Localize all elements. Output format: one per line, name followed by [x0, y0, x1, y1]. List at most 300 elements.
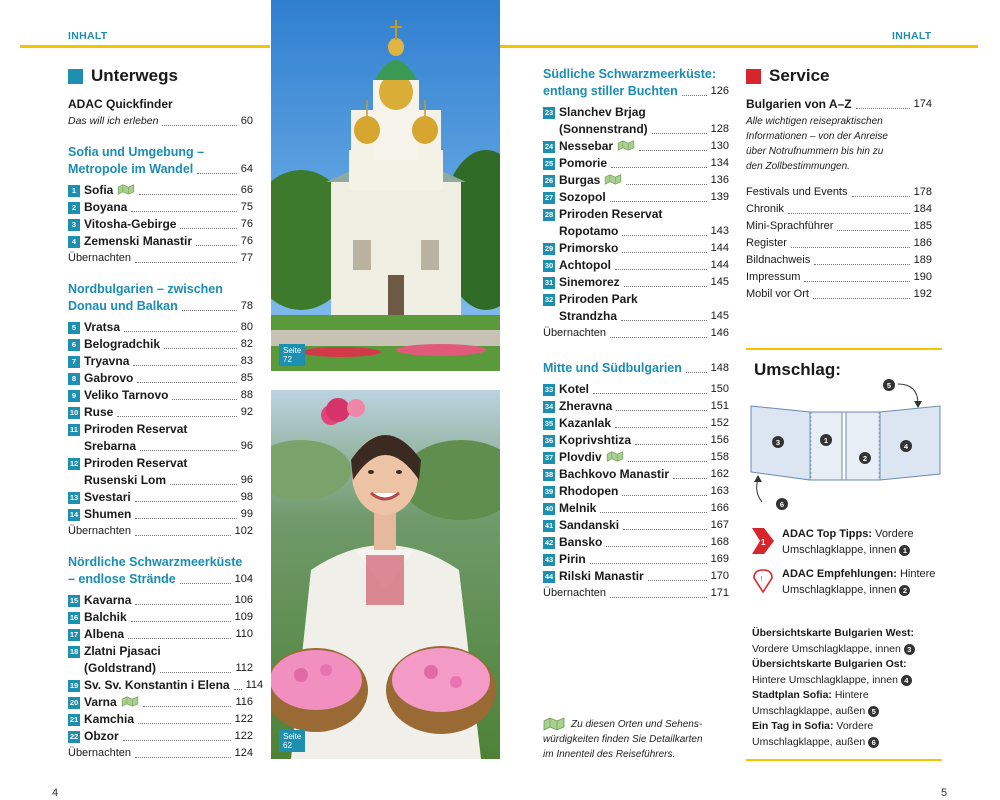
entry-page: 170: [710, 570, 729, 582]
toc-entry[interactable]: [543, 483, 729, 500]
cover-item-line2: [752, 673, 946, 689]
church-illustration: [271, 0, 500, 371]
service-entry[interactable]: [746, 235, 932, 252]
entry-number-badge: 6: [68, 339, 80, 351]
leader-dots: [814, 264, 909, 265]
toc-entry[interactable]: [68, 199, 253, 216]
entry-text: Sofia: [84, 183, 114, 197]
toc-group: [543, 360, 729, 602]
az-desc-line: Informationen – von der Anreise: [746, 131, 888, 142]
entry-label: [68, 489, 131, 506]
leader-dots: [626, 184, 706, 185]
entry-page: 130: [710, 140, 729, 152]
entry-text: Tryavna: [84, 354, 130, 368]
group-title: Donau und Balkan: [68, 299, 178, 313]
entry-number-badge: 24: [544, 142, 554, 151]
entry-number-badge: 26: [544, 176, 554, 185]
group-title: Nordbulgarien – zwischen: [68, 282, 223, 296]
leader-dots: [622, 252, 706, 253]
entry-number-badge: 9: [68, 390, 80, 402]
tip-rest: Hintere: [896, 568, 936, 580]
entry-number-badge: 29: [544, 244, 554, 253]
toc-entry[interactable]: [543, 551, 729, 568]
group-title: Nördliche Schwarzmeerküste: [68, 555, 243, 569]
entry-page: 145: [710, 276, 729, 288]
entry-text: Ruse: [84, 405, 114, 419]
entry-page: 139: [710, 191, 729, 203]
toc-entry[interactable]: [543, 189, 729, 206]
cover-item-location: Umschlagklappe, außen: [752, 704, 866, 717]
blue-square-icon: [68, 69, 83, 84]
leader-dots: [135, 604, 230, 605]
toc-entry[interactable]: [68, 592, 253, 609]
entry-page: 85: [240, 372, 253, 384]
stay-entry[interactable]: [68, 523, 253, 540]
toc-group: [68, 554, 264, 762]
cover-item-line1: [752, 688, 946, 704]
entry-page: 162: [710, 468, 729, 480]
toc-entry[interactable]: [543, 121, 729, 138]
toc-entry[interactable]: [543, 223, 729, 240]
service-entry-label: Mobil vor Ort: [746, 288, 809, 300]
toc-entry[interactable]: [68, 506, 253, 523]
entry-number-badge: 42: [544, 538, 554, 547]
entry-page: 143: [710, 225, 729, 237]
entry-page: 88: [240, 389, 253, 401]
leader-dots: [624, 286, 707, 287]
entry-page: 167: [710, 519, 729, 531]
entry-label: [68, 643, 161, 660]
entry-number-badge: 41: [544, 521, 554, 530]
entry-number-badge: 1: [68, 185, 80, 197]
service-column: [746, 66, 932, 303]
toc-entry[interactable]: [68, 609, 253, 626]
entry-text: (Sonnenstrand): [559, 122, 648, 136]
entry-label: [543, 291, 638, 308]
group-title-row: [543, 66, 729, 83]
leader-dots: [682, 95, 707, 96]
entry-text: Rilski Manastir: [559, 569, 644, 583]
entry-label: [68, 660, 156, 677]
recommendation-icon: [752, 566, 774, 596]
entry-label: [68, 404, 113, 421]
quickfinder-sub-page: 60: [240, 115, 253, 127]
unterwegs-heading: [68, 66, 253, 86]
entry-number-badge: 20: [69, 698, 79, 707]
quickfinder-title-row[interactable]: [68, 96, 253, 113]
leader-dots: [131, 211, 236, 212]
entry-page: 96: [240, 474, 253, 486]
leader-dots: [135, 262, 237, 263]
toc-entry[interactable]: [68, 660, 253, 677]
entry-number-badge: 44: [544, 572, 554, 581]
toc-entry[interactable]: [68, 370, 253, 387]
toc-entry[interactable]: [68, 319, 253, 336]
svg-text:1: 1: [761, 538, 766, 547]
toc-entry[interactable]: [68, 182, 253, 199]
entry-page: 98: [240, 491, 253, 503]
legend-line-1: Zu diesen Orten und Sehens-: [571, 719, 703, 730]
entry-label: [543, 568, 644, 585]
entry-text: Gabrovo: [84, 371, 134, 385]
entry-page: 150: [710, 383, 729, 395]
entry-text: Priroden Reservat: [84, 422, 188, 436]
entry-page: 96: [240, 440, 253, 452]
service-entry-label: Mini-Sprachführer: [746, 220, 834, 232]
entry-number-badge: 10: [69, 408, 79, 417]
entry-number-badge: 38: [544, 470, 554, 479]
entry-text: Pirin: [559, 552, 586, 566]
entry-label: [543, 155, 607, 172]
stay-page: 124: [234, 747, 253, 759]
toc-entry[interactable]: [543, 206, 729, 223]
toc-entry[interactable]: [68, 711, 253, 728]
entry-text: Balchik: [84, 610, 127, 624]
folded-map-icon: [617, 140, 635, 151]
cover-item-bold: Übersichtskarte Bulgarien West:: [752, 627, 915, 639]
photo-page-caption-top[interactable]: [279, 344, 305, 366]
entry-text: Zemenski Manastir: [84, 234, 193, 248]
entry-label: [68, 609, 127, 626]
leader-dots: [164, 348, 237, 349]
toc-entry[interactable]: [68, 694, 253, 711]
service-az-title: Bulgarien von A–Z: [746, 97, 852, 111]
entry-number-badge: 18: [69, 647, 79, 656]
top-tipp-arrow-icon: [752, 526, 774, 556]
toc-entry[interactable]: [68, 455, 253, 472]
group-title: Metropole im Wandel: [68, 162, 194, 176]
leader-dots: [135, 518, 236, 519]
stay-entry[interactable]: [543, 325, 729, 342]
leader-dots: [137, 382, 236, 383]
cover-item-rest: Hintere: [831, 689, 869, 701]
toc-entry[interactable]: [68, 216, 253, 233]
stay-label: Übernachten: [68, 525, 131, 537]
service-entry-label: Impressum: [746, 271, 801, 283]
middle-groups: [543, 66, 729, 602]
leader-dots: [124, 331, 237, 332]
toc-entry[interactable]: [543, 568, 729, 585]
entry-label: [68, 319, 120, 336]
toc-entry[interactable]: [543, 381, 729, 398]
cover-item-location: Vordere Umschlagklappe, innen: [752, 642, 901, 655]
entry-page: 169: [710, 553, 729, 565]
panel-number: 3: [775, 438, 781, 447]
group-title-row[interactable]: [543, 83, 729, 100]
legend-line-3: im Innenteil des Reiseführers.: [543, 749, 676, 760]
entry-text: Albena: [84, 627, 125, 641]
service-entry[interactable]: [746, 218, 932, 235]
cover-item-line1: [752, 626, 946, 642]
entry-page: 151: [710, 400, 729, 412]
entry-number-badge: 27: [544, 193, 554, 202]
cover-item-line2: [752, 735, 946, 751]
entry-number-badge: 3: [68, 219, 80, 231]
quickfinder-sub-row[interactable]: [68, 113, 253, 130]
leader-dots: [621, 320, 707, 321]
entry-label: [543, 381, 589, 398]
entry-text: Svestari: [84, 490, 131, 504]
entry-text: Vitosha-Gebirge: [84, 217, 177, 231]
group-title-row[interactable]: [68, 161, 253, 178]
unterwegs-title: Unterwegs: [91, 66, 178, 85]
entry-label: [68, 216, 176, 233]
entry-text: Achtopol: [559, 258, 611, 272]
service-entry[interactable]: [746, 184, 932, 201]
toc-entry[interactable]: [543, 308, 729, 325]
entry-label: [68, 506, 131, 523]
entry-text: Priroden Park: [559, 292, 638, 306]
entry-label: [68, 421, 187, 438]
entry-text: Rusenski Lom: [84, 473, 167, 487]
entry-page: 122: [234, 713, 253, 725]
leader-dots: [648, 580, 707, 581]
leader-dots: [673, 478, 707, 479]
leader-dots: [117, 416, 236, 417]
toc-entry[interactable]: [543, 449, 729, 466]
group-title-row[interactable]: [68, 571, 253, 588]
group-title-row[interactable]: [68, 298, 253, 315]
entry-number-badge: 12: [69, 459, 79, 468]
service-entry[interactable]: [746, 269, 932, 286]
toc-entry[interactable]: [543, 415, 729, 432]
entry-label: [68, 182, 135, 199]
red-square-icon: [746, 69, 761, 84]
entry-page: 122: [234, 730, 253, 742]
leader-dots: [622, 235, 706, 236]
entry-label: [68, 455, 187, 472]
cover-item-line1: [752, 719, 946, 735]
leader-dots: [123, 740, 231, 741]
cover-item: [752, 626, 946, 657]
stay-entry[interactable]: [543, 585, 729, 602]
entry-label: [68, 626, 124, 643]
panel-number: 5: [886, 381, 892, 390]
toc-entry[interactable]: [543, 138, 729, 155]
leader-dots: [133, 365, 236, 366]
service-entry[interactable]: [746, 201, 932, 218]
leader-dots: [135, 501, 237, 502]
leader-dots: [623, 529, 707, 530]
entry-label: [543, 121, 648, 138]
toc-entry[interactable]: [68, 421, 253, 438]
toc-group: [543, 66, 729, 342]
toc-entry[interactable]: [68, 233, 253, 250]
toc-entry[interactable]: [543, 240, 729, 257]
entry-number-badge: 21: [69, 715, 79, 724]
leader-dots: [135, 757, 231, 758]
leader-dots: [652, 133, 707, 134]
toc-group: [68, 144, 253, 267]
stay-page: 146: [710, 327, 729, 339]
header-left-label: INHALT: [68, 30, 108, 42]
group-title-row[interactable]: [543, 360, 729, 377]
entry-label: [68, 336, 160, 353]
entry-number-badge: 16: [69, 613, 79, 622]
service-az-description: [746, 114, 932, 174]
panel-number: 4: [903, 442, 909, 451]
service-title: Service: [769, 66, 830, 85]
entry-label: [543, 257, 611, 274]
entry-number-badge: 34: [544, 402, 554, 411]
toc-entry[interactable]: [543, 274, 729, 291]
entry-page: 116: [235, 696, 253, 708]
group-title: – endlose Strände: [68, 572, 176, 586]
entry-text: Veliko Tarnovo: [84, 388, 169, 402]
leader-dots: [162, 125, 236, 126]
service-entry-label: Festivals und Events: [746, 186, 848, 198]
service-entry-label: Register: [746, 237, 787, 249]
entry-page: 145: [710, 310, 729, 322]
toc-entry[interactable]: [543, 104, 729, 121]
toc-entry[interactable]: [543, 466, 729, 483]
group-title-row: [68, 554, 253, 571]
header-right-label: INHALT: [892, 30, 932, 42]
entry-label: [543, 104, 646, 121]
entry-page: 112: [235, 662, 253, 674]
entry-label: [68, 370, 133, 387]
cover-item-location: Umschlagklappe, außen: [752, 735, 866, 748]
entry-text: Boyana: [84, 200, 128, 214]
az-desc-line: den Zollbestimmungen.: [746, 161, 850, 172]
leader-dots: [856, 108, 910, 109]
entry-label: [68, 199, 127, 216]
toc-entry[interactable]: [68, 353, 253, 370]
panel-number: 6: [779, 500, 785, 509]
toc-entry[interactable]: [68, 677, 264, 694]
entry-number-badge: 19: [69, 681, 79, 690]
entry-page: 156: [710, 434, 729, 446]
entry-page: 144: [710, 259, 729, 271]
az-desc-line: über Notrufnummern bis hin zu: [746, 146, 884, 157]
toc-entry[interactable]: [68, 404, 253, 421]
group-title: entlang stiller Buchten: [543, 84, 678, 98]
folded-map-icon: [543, 717, 565, 731]
entry-text: Slanchev Brjag: [559, 105, 646, 119]
toc-entry[interactable]: [68, 489, 253, 506]
service-entry[interactable]: [746, 252, 932, 269]
entry-text: Kazanlak: [559, 416, 612, 430]
entry-text: Ropotamo: [559, 224, 619, 238]
caption-page: 62: [283, 741, 292, 750]
legend-line-2: würdigkeiten finden Sie Detailkarten: [543, 734, 703, 745]
page-number-right: 5: [941, 787, 948, 799]
service-entry[interactable]: [746, 286, 932, 303]
leader-dots: [788, 213, 910, 214]
toc-entry[interactable]: [68, 626, 253, 643]
toc-entry[interactable]: [68, 728, 253, 745]
toc-entry[interactable]: [543, 517, 729, 534]
entry-label: [68, 438, 136, 455]
leader-dots: [196, 245, 237, 246]
umschlag-bottom-rule: [746, 759, 942, 761]
toc-entry[interactable]: [543, 257, 729, 274]
toc-entry[interactable]: [68, 643, 253, 660]
toc-entry[interactable]: [543, 432, 729, 449]
toc-entry[interactable]: [68, 387, 253, 404]
entry-label: [543, 206, 662, 223]
folded-map-icon: [117, 184, 135, 195]
entry-label: [543, 415, 611, 432]
entry-label: [543, 308, 617, 325]
caption-word: Seite: [283, 346, 302, 355]
caption-page: 72: [283, 355, 292, 364]
entry-page: 76: [240, 235, 253, 247]
service-az-row[interactable]: [746, 96, 932, 113]
entry-label: [543, 223, 618, 240]
cover-item-line1: [752, 657, 946, 673]
entry-text: Sv. Sv. Konstantin i Elena: [84, 678, 230, 692]
group-page: 126: [710, 85, 729, 97]
entry-number-badge: 31: [544, 278, 554, 287]
cover-fold-diagram: [748, 374, 944, 514]
stay-entry[interactable]: [68, 745, 253, 762]
toc-entry[interactable]: [68, 438, 253, 455]
entry-text: Shumen: [84, 507, 132, 521]
leader-dots: [852, 196, 910, 197]
service-entry-page: 184: [913, 203, 932, 215]
entry-number-badge: 2: [68, 202, 80, 214]
entry-number-badge: 30: [544, 261, 554, 270]
leader-dots: [610, 597, 707, 598]
header-right-rule: [500, 45, 978, 48]
toc-entry[interactable]: [543, 500, 729, 517]
toc-entry[interactable]: [543, 398, 729, 415]
toc-entry[interactable]: [543, 155, 729, 172]
tip-circle: 1: [899, 545, 910, 556]
entry-text: Bansko: [559, 535, 603, 549]
entry-label: [68, 592, 131, 609]
stay-entry[interactable]: [68, 250, 253, 267]
cover-item-bold: Stadtplan Sofia:: [752, 689, 832, 701]
map-legend: [543, 716, 733, 762]
group-title-row: [68, 144, 253, 161]
toc-entry[interactable]: [543, 172, 729, 189]
toc-entry[interactable]: [68, 472, 253, 489]
photo-page-caption-bottom[interactable]: [279, 730, 305, 752]
stay-page: 102: [234, 525, 253, 537]
entry-text: Pomorie: [559, 156, 608, 170]
cover-item-bold: Übersichtskarte Bulgarien Ost:: [752, 658, 907, 670]
toc-entry[interactable]: [543, 291, 729, 308]
leader-dots: [182, 310, 237, 311]
folded-map-icon: [121, 696, 139, 707]
entry-text: Varna: [84, 695, 117, 709]
middle-column: [543, 66, 729, 602]
svg-text:!: !: [760, 576, 763, 583]
entry-number-badge: 7: [68, 356, 80, 368]
service-entry-page: 185: [913, 220, 932, 232]
entry-page: 114: [245, 679, 264, 691]
entry-page: 99: [240, 508, 253, 520]
entry-text: Nessebar: [559, 139, 614, 153]
leader-dots: [197, 173, 237, 174]
entry-text: Zheravna: [559, 399, 613, 413]
toc-entry[interactable]: [68, 336, 253, 353]
stay-label: Übernachten: [543, 587, 606, 599]
header-left-rule: [20, 45, 270, 48]
entry-page: 109: [234, 611, 253, 623]
rose-picker-illustration: [271, 390, 500, 759]
entry-page: 144: [710, 242, 729, 254]
leader-dots: [180, 583, 231, 584]
toc-entry[interactable]: [543, 534, 729, 551]
service-items: [746, 184, 932, 303]
top-tips: [752, 526, 946, 598]
entry-text: Priroden Reservat: [84, 456, 188, 470]
tip-line2: Umschlagklappe, innen: [782, 544, 897, 556]
entry-text: Kavarna: [84, 593, 132, 607]
